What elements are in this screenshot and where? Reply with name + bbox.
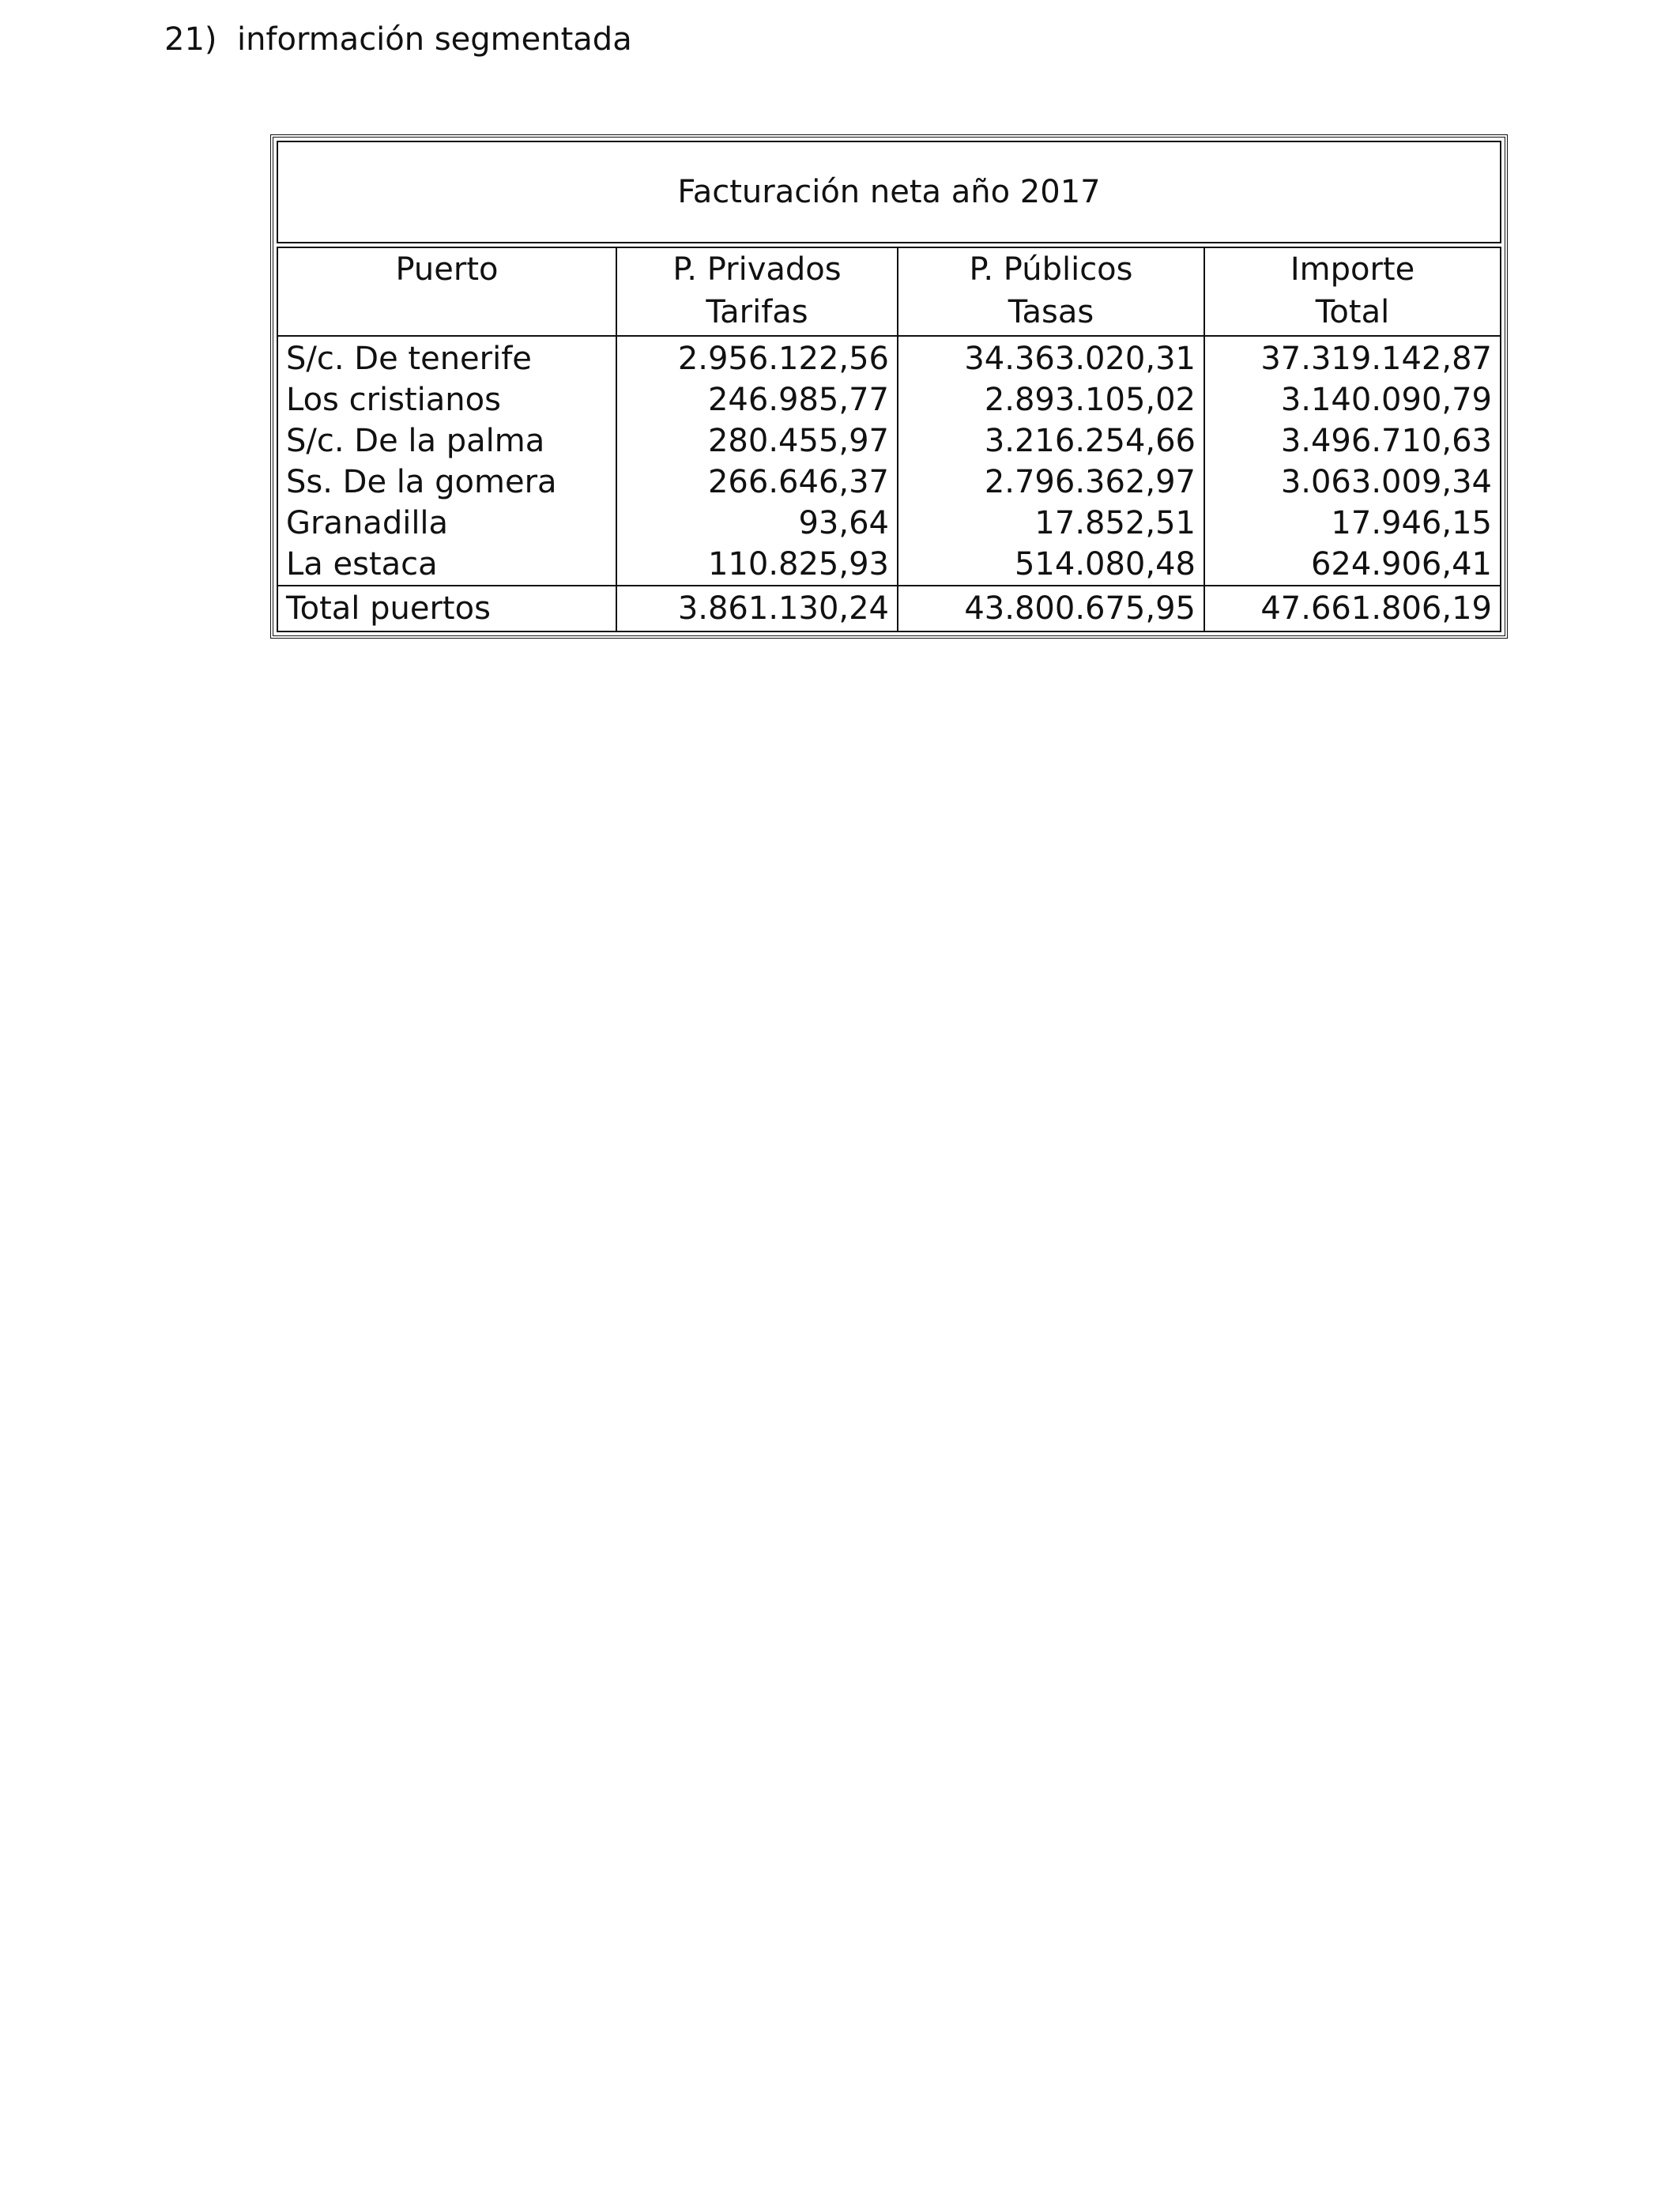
column-header-line: Tarifas: [706, 294, 808, 330]
cell-publicos: 514.080,48: [898, 544, 1204, 586]
total-importe: 47.661.806,19: [1204, 586, 1501, 631]
section-heading: [164, 17, 632, 62]
cell-puerto: Granadilla: [277, 503, 616, 544]
billing-table-frame: [270, 134, 1508, 639]
table-row: [277, 420, 1501, 462]
cell-puerto: Ss. De la gomera: [277, 462, 616, 503]
cell-total: 17.946,15: [1204, 503, 1501, 544]
cell-puerto: S/c. De la palma: [277, 420, 616, 462]
section-number: 21): [164, 21, 217, 58]
cell-privados: 246.985,77: [616, 379, 898, 420]
cell-total: 624.906,41: [1204, 544, 1501, 586]
column-header-total: [1204, 247, 1501, 336]
cell-publicos: 2.796.362,97: [898, 462, 1204, 503]
table-row: [277, 544, 1501, 586]
cell-total: 3.063.009,34: [1204, 462, 1501, 503]
column-header-line: Importe: [1290, 251, 1415, 288]
cell-publicos: 34.363.020,31: [898, 336, 1204, 379]
column-header-line: P. Privados: [672, 251, 842, 288]
cell-puerto: S/c. De tenerife: [277, 336, 616, 379]
total-publicos: 43.800.675,95: [898, 586, 1204, 631]
column-header-line: Total: [1315, 294, 1390, 330]
cell-privados: 266.646,37: [616, 462, 898, 503]
column-header-line: P. Públicos: [969, 251, 1133, 288]
cell-puerto: La estaca: [277, 544, 616, 586]
column-header-line: Puerto: [395, 251, 499, 288]
section-title: información segmentada: [236, 21, 632, 58]
totals-row: [277, 586, 1501, 631]
header-row: [277, 247, 1501, 336]
cell-puerto: Los cristianos: [277, 379, 616, 420]
table-row: [277, 503, 1501, 544]
cell-privados: 93,64: [616, 503, 898, 544]
total-label: Total puertos: [277, 586, 616, 631]
cell-publicos: 3.216.254,66: [898, 420, 1204, 462]
table-row: [277, 379, 1501, 420]
cell-privados: 2.956.122,56: [616, 336, 898, 379]
column-header-privados: [616, 247, 898, 336]
table-row: [277, 336, 1501, 379]
billing-table: [277, 247, 1501, 632]
cell-privados: 280.455,97: [616, 420, 898, 462]
cell-publicos: 2.893.105,02: [898, 379, 1204, 420]
column-header-publicos: [898, 247, 1204, 336]
cell-total: 3.496.710,63: [1204, 420, 1501, 462]
cell-privados: 110.825,93: [616, 544, 898, 586]
total-privados: 3.861.130,24: [616, 586, 898, 631]
table-title: Facturación neta año 2017: [277, 141, 1501, 243]
cell-total: 37.319.142,87: [1204, 336, 1501, 379]
table-body: [277, 336, 1501, 586]
column-header-puerto: [277, 247, 616, 336]
cell-total: 3.140.090,79: [1204, 379, 1501, 420]
table-footer: [277, 586, 1501, 631]
table-header: [277, 247, 1501, 336]
table-row: [277, 462, 1501, 503]
cell-publicos: 17.852,51: [898, 503, 1204, 544]
column-header-line: Tasas: [1008, 294, 1094, 330]
